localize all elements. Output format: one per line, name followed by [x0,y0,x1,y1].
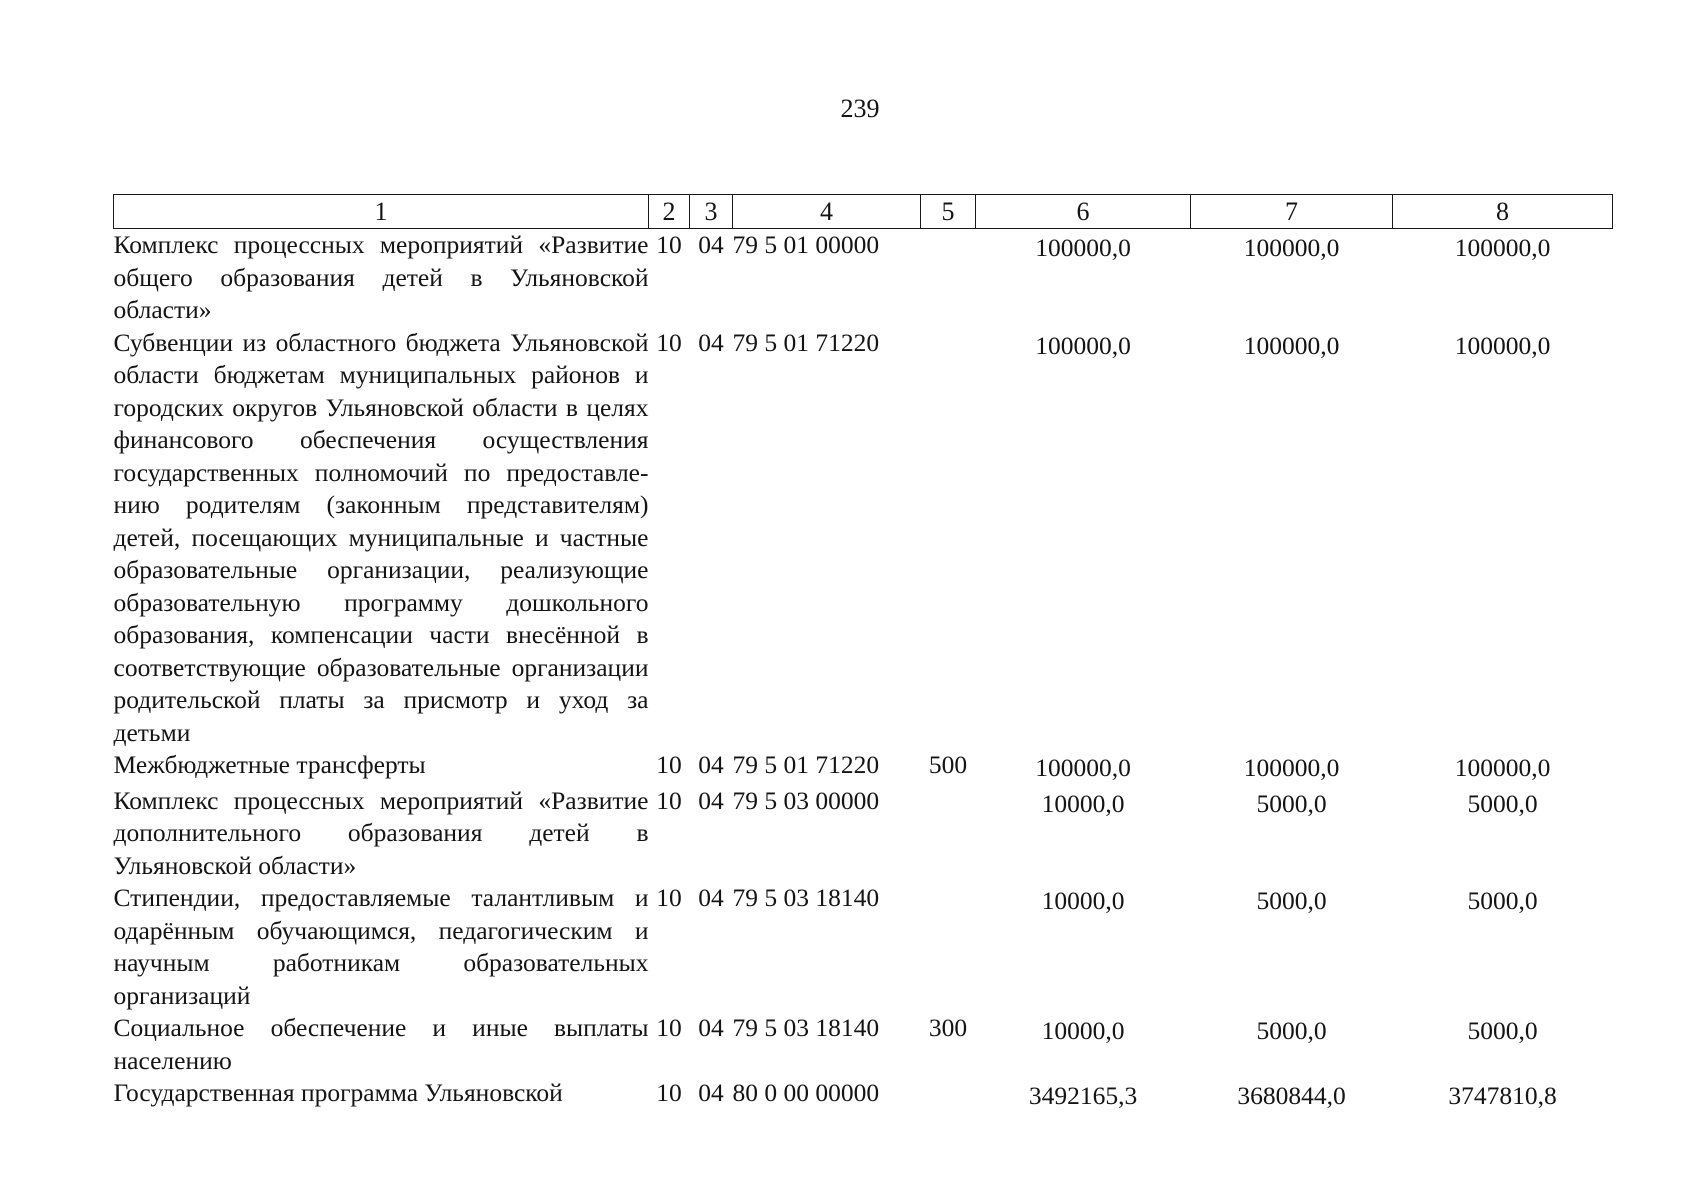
page-number: 239 [840,94,880,123]
subsection-code: 04 [698,1013,724,1042]
amount-col-8: 100000,0 [1454,233,1551,262]
section-code: 10 [656,750,682,779]
row-name: Стипендии, предоставляемые талантливым и одарённым обучающимся, педагогическим и научным работникам образовательных организаций [113,883,649,1010]
amount-col-6: 3492165,3 [1028,1081,1138,1110]
amount-col-8: 5000,0 [1467,1016,1538,1045]
target-article-code: 79 5 03 18140 [732,883,880,912]
column-header-6: 6 [976,195,1191,229]
amount-col-7: 3680844,0 [1237,1081,1346,1110]
table-row [114,1077,1613,1113]
amount-col-7: 5000,0 [1256,788,1327,818]
row-name: Государственная программа Ульяновской [113,1078,563,1107]
table-row [114,229,1613,327]
section-code: 10 [656,785,682,815]
amount-col-7: 5000,0 [1256,1016,1327,1045]
table-row [114,882,1613,1012]
amount-col-6: 10000,0 [1041,788,1125,818]
target-article-code: 79 5 01 71220 [732,750,880,779]
table-row [114,749,1613,785]
row-name: Субвенции из областного бюджета Ульяновской области бюджетам муниципальных районов и городских округов Ульяновской области в целях финансового обеспечения осуществления государственных полномочий по предоставлению родителям (законным представителям) детей, посещающих муниципальные и частные образовательные организации, реализующие образовательную программу дошкольного образования, компенсации части внесённой в соответствующие образовательные организации родительской платы за присмотр и уход за детьми [113,327,649,747]
section-code: 10 [656,327,682,357]
column-header-2: 2 [649,195,690,229]
target-article-code: 80 0 00 00000 [732,1078,880,1107]
expense-type-code [921,785,976,883]
column-header-1: 1 [114,195,649,229]
subsection-code: 04 [698,883,724,912]
table-row [114,327,1613,750]
amount-col-6: 10000,0 [1041,1016,1125,1045]
table-row [114,1012,1613,1077]
expense-type-code [921,327,976,750]
section-code: 10 [656,883,682,912]
header-row [114,195,1613,229]
amount-col-6: 100000,0 [1035,753,1131,782]
amount-col-7: 100000,0 [1243,233,1340,262]
target-article-code: 79 5 01 71220 [732,327,880,357]
amount-col-8: 3747810,8 [1448,1081,1557,1110]
row-name: Межбюджетные трансферты [113,750,426,779]
amount-col-6: 100000,0 [1035,330,1131,360]
target-article-code: 79 5 03 00000 [732,785,880,815]
target-article-code: 79 5 01 00000 [732,230,880,259]
expense-type-code: 500 [928,750,968,779]
expense-type-code [921,882,976,1012]
amount-col-8: 100000,0 [1454,753,1551,782]
amount-col-8: 5000,0 [1467,886,1538,915]
column-header-8: 8 [1393,195,1613,229]
section-code: 10 [656,1078,682,1107]
amount-col-7: 100000,0 [1243,330,1340,360]
budget-table [113,194,1613,1113]
amount-col-7: 5000,0 [1256,886,1327,915]
amount-col-8: 100000,0 [1454,330,1551,360]
expense-type-code: 300 [928,1013,968,1042]
subsection-code: 04 [698,230,724,259]
amount-col-6: 10000,0 [1041,886,1125,915]
row-name: Социальное обеспечение и иные выплаты населению [113,1013,649,1075]
section-code: 10 [656,230,682,259]
target-article-code: 79 5 03 18140 [732,1013,880,1042]
expense-type-code [921,229,976,327]
amount-col-6: 100000,0 [1035,233,1131,262]
row-name: Комплекс процессных мероприятий «Развитие общего образования детей в Ульяновской области» [113,230,649,324]
row-name: Комплекс процессных мероприятий «Развитие дополнительного образования детей в Ульяновской области» [113,785,649,880]
section-code: 10 [656,1013,682,1042]
subsection-code: 04 [698,785,724,815]
amount-col-8: 5000,0 [1467,788,1538,818]
table-row [114,785,1613,883]
subsection-code: 04 [698,1078,724,1107]
subsection-code: 04 [698,327,724,357]
subsection-code: 04 [698,750,724,779]
amount-col-7: 100000,0 [1243,753,1340,782]
expense-type-code [921,1077,976,1113]
column-header-7: 7 [1191,195,1393,229]
column-header-4: 4 [733,195,921,229]
column-header-5: 5 [921,195,976,229]
column-header-3: 3 [690,195,733,229]
